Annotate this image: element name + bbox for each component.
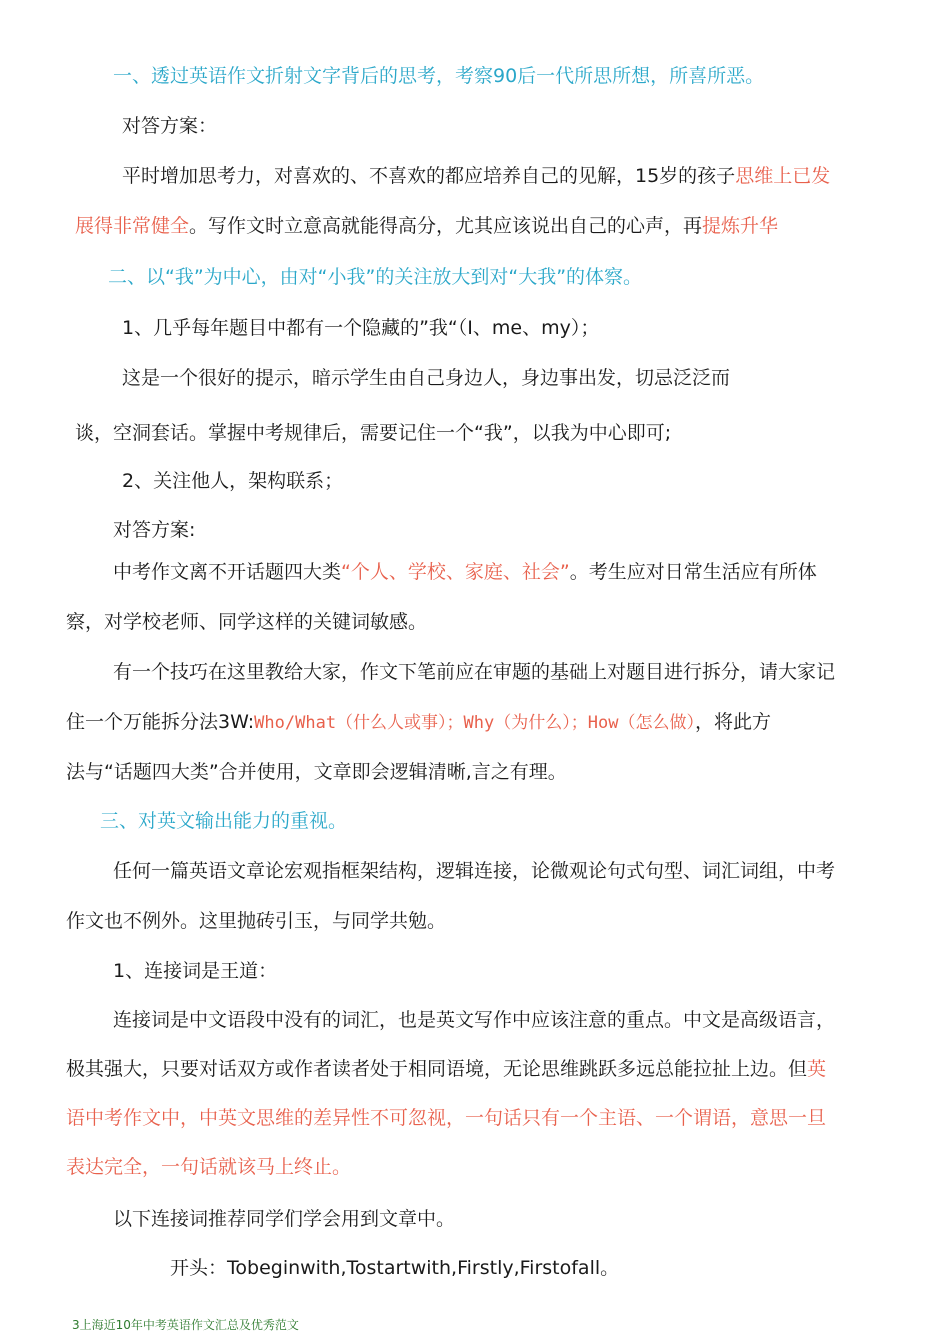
text-run: 平时增加思考力，对喜欢的、不喜欢的都应培养自己的见解，15岁的孩子 (122, 165, 736, 187)
section-heading-3: 三、对英文输出能力的重视。 (100, 810, 348, 832)
emphasis-line: 语中考作文中，中英文思维的差异性不可忽视，一句话只有一个主语、一个谓语，意思一旦 (66, 1107, 827, 1129)
paragraph-line: 这是一个很好的提示，暗示学生由自己身边人，身边事出发，切忌泛泛而 (122, 367, 731, 389)
emphasis-line: 表达完全，一句话就该马上终止。 (66, 1156, 352, 1178)
paragraph-line: 以下连接词推荐同学们学会用到文章中。 (113, 1208, 456, 1230)
paragraph-line: 有一个技巧在这里教给大家，作文下笔前应在审题的基础上对题目进行拆分，请大家记 (113, 661, 836, 683)
paragraph-line: 开头：Tobeginwith,Tostartwith,Firstly,Firstofall。 (170, 1257, 620, 1279)
paragraph-line: 连接词是中文语段中没有的词汇，也是英文写作中应该注意的重点。中文是高级语言， (113, 1009, 836, 1031)
paragraph-line (113, 559, 817, 585)
emphasis-text: 英 (807, 1058, 827, 1080)
text-run: 极其强大，只要对话双方或作者读者处于相同语境，无论思维跳跃多远总能拉扯上边。但 (66, 1058, 808, 1080)
answer-label: 对答方案： (122, 115, 218, 137)
emphasis-text: 提炼升华 (702, 215, 779, 237)
paragraph-line: 法与“话题四大类”合并使用，文章即会逻辑清晰,言之有理。 (66, 761, 567, 783)
paragraph-line (122, 163, 830, 189)
section-heading-2: 二、以“我”为中心，由对“小我”的关注放大到对“大我”的体察。 (108, 266, 643, 288)
paragraph-line (75, 213, 778, 239)
paragraph-line (66, 1056, 826, 1082)
list-item: 2、关注他人，架构联系； (122, 470, 344, 492)
page-footer: 3上海近10年中考英语作文汇总及优秀范文 (72, 1318, 299, 1332)
paragraph-line: 任何一篇英语文章论宏观指框架结构，逻辑连接，论微观论句式句型、词汇词组，中考 (113, 860, 836, 882)
section-heading-1: 一、透过英语作文折射文字背后的思考，考察90后一代所思所想，所喜所恶。 (113, 65, 765, 87)
paragraph-line: 谈，空洞套话。掌握中考规律后，需要记住一个“我”，以我为中心即可; (75, 422, 672, 444)
emphasis-text: “个人、学校、家庭、社会” (341, 561, 570, 583)
list-item: 1、几乎每年题目中都有一个隐藏的”我“（I、me、my）； (122, 317, 600, 339)
paragraph-line: 察，对学校老师、同学这样的关键词敏感。 (66, 611, 428, 633)
emphasis-text: 思维上已发 (735, 165, 831, 187)
answer-label: 对答方案: (113, 519, 196, 541)
text-run: 。考生应对日常生活应有所体 (569, 561, 817, 583)
text-run: 。写作文时立意高就能得高分，尤其应该说出自己的心声，再 (189, 215, 703, 237)
list-item: 1、连接词是王道： (113, 960, 278, 982)
paragraph-line: 作文也不例外。这里抛砖引玉，与同学共勉。 (66, 910, 447, 932)
emphasis-text: Who/What（什么人或事）；Why（为什么）；How（怎么做） (254, 713, 695, 733)
text-run: 中考作文离不开话题四大类 (113, 561, 342, 583)
text-run: 住一个万能拆分法3W: (66, 711, 255, 733)
text-run: ，将此方 (694, 711, 771, 733)
emphasis-text: 展得非常健全 (75, 215, 190, 237)
paragraph-line (66, 709, 771, 736)
